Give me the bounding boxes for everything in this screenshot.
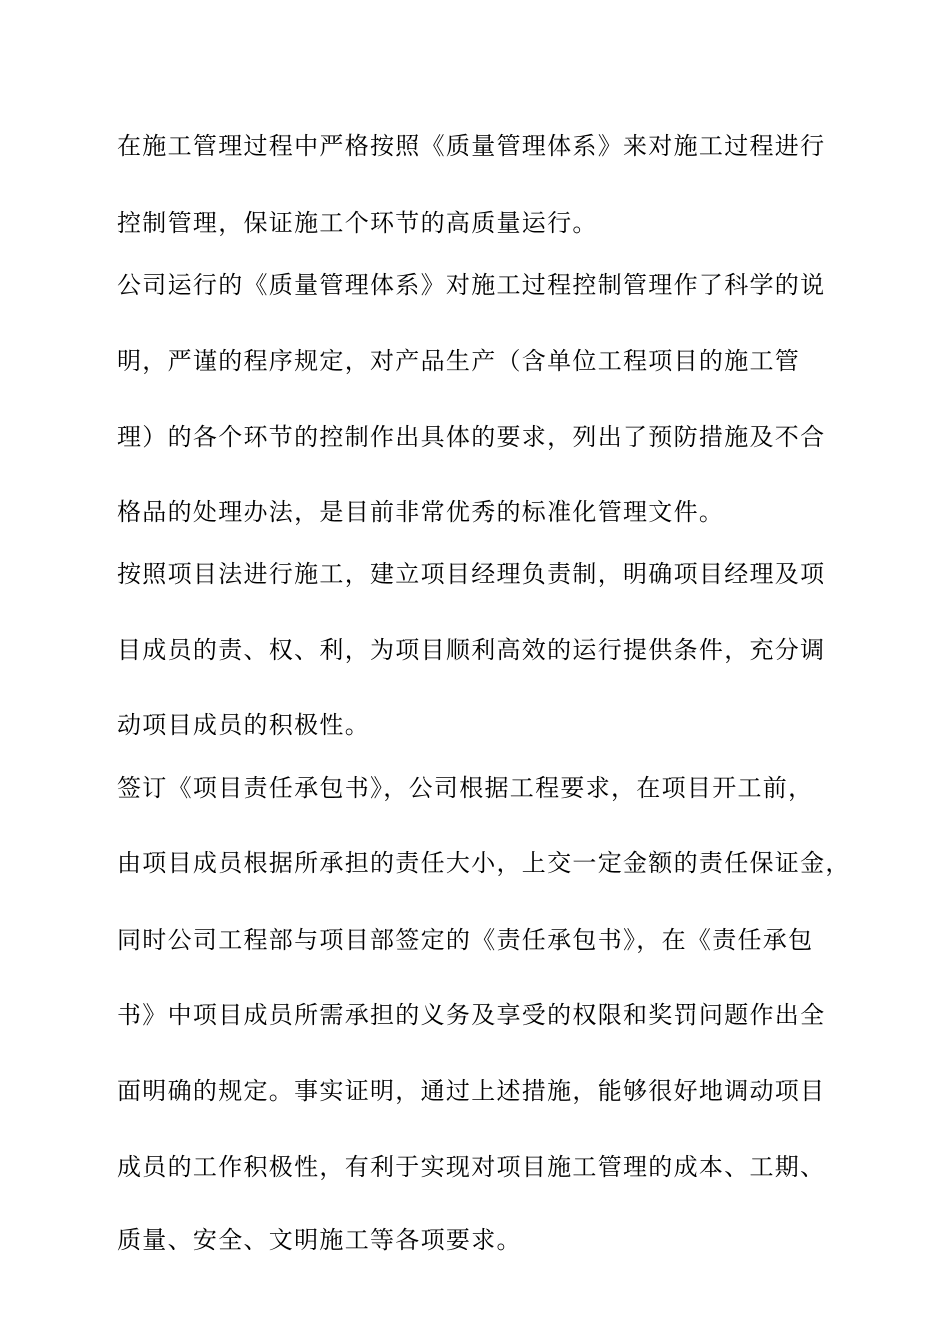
paragraph-3-line-1: 按照项目法进行施工，建立项目经理负责制，明确项目经理及项 bbox=[117, 560, 826, 588]
paragraph-2-line-1: 公司运行的《质量管理体系》对施工过程控制管理作了科学的说 bbox=[117, 271, 826, 299]
paragraph-4-line-1: 签订《项目责任承包书》，公司根据工程要求，在项目开工前， bbox=[117, 774, 814, 802]
paragraph-3-line-2: 目成员的责、权、利，为项目顺利高效的运行提供条件，充分调 bbox=[117, 636, 826, 664]
paragraph-4-line-7: 质量、安全、文明施工等各项要求。 bbox=[117, 1226, 522, 1254]
paragraph-2-line-3: 理）的各个环节的控制作出具体的要求，列出了预防措施及不合 bbox=[117, 423, 826, 451]
paragraph-4-line-5: 面明确的规定。事实证明，通过上述措施，能够很好地调动项目 bbox=[117, 1077, 826, 1105]
paragraph-4-line-6: 成员的工作积极性，有利于实现对项目施工管理的成本、工期、 bbox=[117, 1153, 826, 1181]
paragraph-1-line-1: 在施工管理过程中严格按照《质量管理体系》来对施工过程进行 bbox=[117, 132, 826, 160]
paragraph-3-line-3: 动项目成员的积极性。 bbox=[117, 711, 370, 739]
paragraph-4-line-4: 书》中项目成员所需承担的义务及享受的权限和奖罚问题作出全 bbox=[117, 1001, 826, 1029]
paragraph-4-line-3: 同时公司工程部与项目部签定的《责任承包书》，在《责任承包 bbox=[117, 926, 814, 954]
paragraph-1-line-2: 控制管理，保证施工个环节的高质量运行。 bbox=[117, 209, 598, 237]
paragraph-4-line-2: 由项目成员根据所承担的责任大小，上交一定金额的责任保证金， bbox=[117, 849, 851, 877]
paragraph-2-line-2: 明，严谨的程序规定，对产品生产（含单位工程项目的施工管 bbox=[117, 347, 801, 375]
paragraph-2-line-4: 格品的处理办法，是目前非常优秀的标准化管理文件。 bbox=[117, 498, 725, 526]
